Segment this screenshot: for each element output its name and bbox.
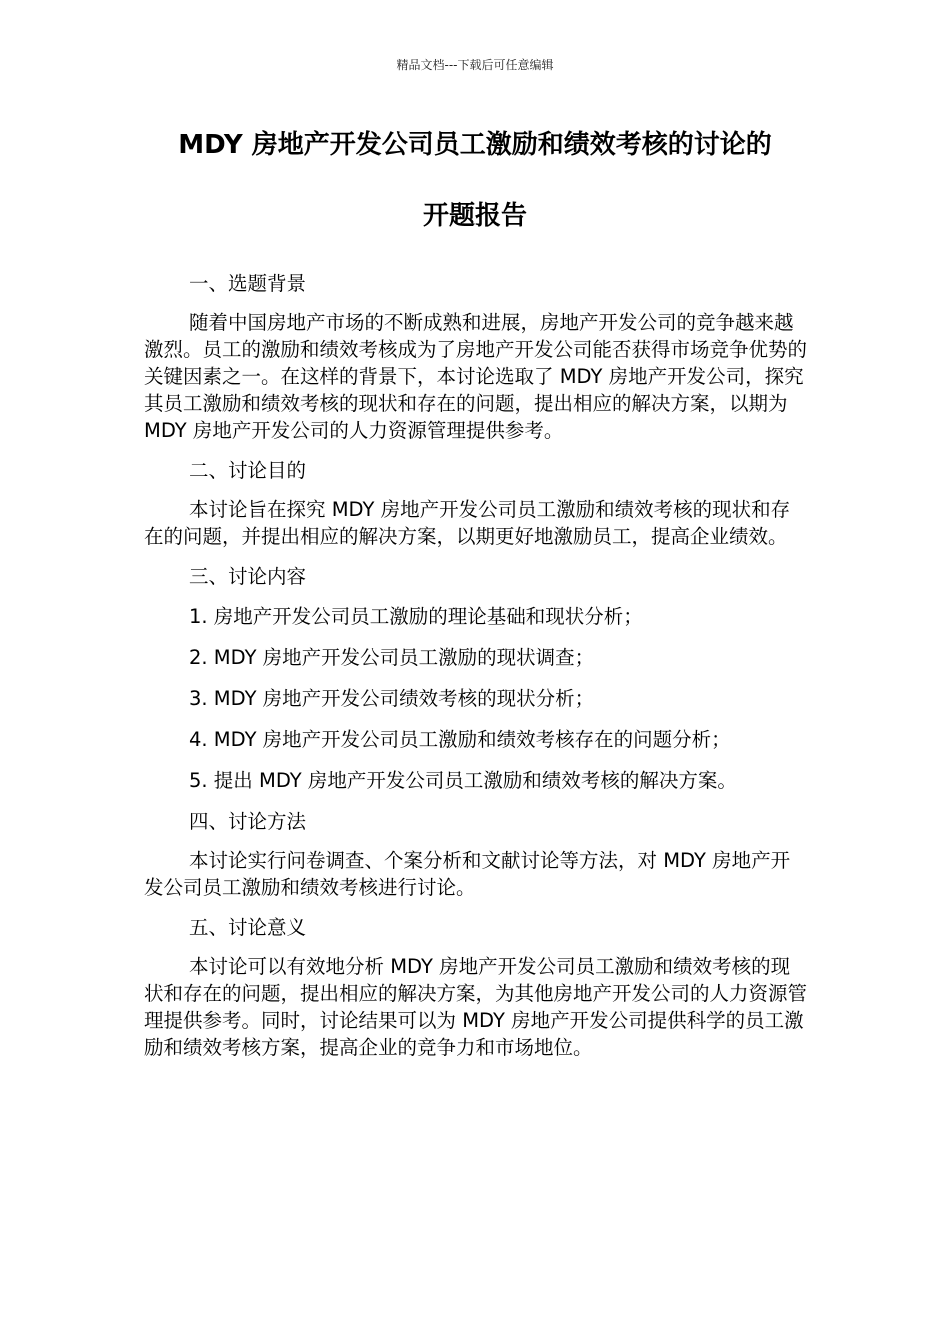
list-item: 2. MDY 房地产开发公司员工激励的现状调查； [189,646,595,669]
section-heading-content: 三、讨论内容 [189,565,307,588]
list-item: 4. MDY 房地产开发公司员工激励和绩效考核存在的问题分析； [189,728,731,751]
section-body-purpose: 本讨论旨在探究 MDY 房地产开发公司员工激励和绩效考核的现状和存在的问题，并提出相应的解决方案，以期更好地激励员工，提高企业绩效。 [144,498,791,548]
title-line-2: 开题报告 [422,201,527,231]
section-body-significance: 本讨论可以有效地分析 MDY 房地产开发公司员工激励和绩效考核的现状和存在的问题，提出相应的解决方案，为其他房地产开发公司的人力资源管理提供参考。同时，讨论结果可以为 MDY 房地产开发公司提供科学的员工激励和绩效考核方案，提高企业的竞争力和市场地位。 [144,955,808,1059]
section-body-background: 随着中国房地产市场的不断成熟和进展，房地产开发公司的竞争越来越激烈。员工的激励和绩效考核成为了房地产开发公司能否获得市场竞争优势的关键因素之一。在这样的背景下，本讨论选取了 MDY 房地产开发公司，探究其员工激励和绩效考核的现状和存在的问题，提出相应的解决方案，以期为 MDY 房地产开发公司的人力资源管理提供参考。 [144,311,808,442]
section-heading-significance: 五、讨论意义 [189,916,307,939]
document-title [120,128,830,234]
section-heading-purpose: 二、讨论目的 [189,459,307,482]
section-body-method: 本讨论实行问卷调查、个案分析和文献讨论等方法，对 MDY 房地产开发公司员工激励和绩效考核进行讨论。 [144,849,791,899]
list-item: 5. 提出 MDY 房地产开发公司员工激励和绩效考核的解决方案。 [189,769,737,792]
section-heading-method: 四、讨论方法 [189,810,307,833]
title-line-1: MDY 房地产开发公司员工激励和绩效考核的讨论的 [178,130,772,160]
section-heading-background: 一、选题背景 [189,272,307,295]
list-item: 3. MDY 房地产开发公司绩效考核的现状分析； [189,687,595,710]
page-header: 精品文档---下载后可任意编辑 [396,58,554,72]
list-item: 1. 房地产开发公司员工激励的理论基础和现状分析； [189,605,643,628]
document-body [144,270,808,1061]
